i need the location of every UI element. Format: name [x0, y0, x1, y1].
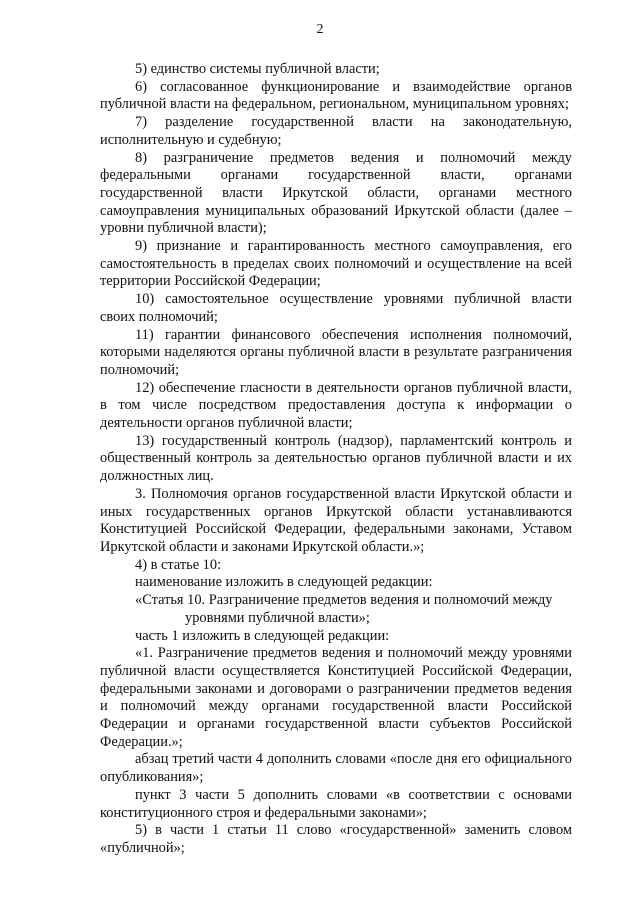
- document-body: [100, 61, 572, 858]
- paragraph-item-8: 8) разграничение предметов ведения и полномочий между федеральными органами государственной власти, органами государственной власти Иркутской области, органами местного самоуправления муниципальных образований Иркутской области (далее – уровни публичной власти);: [100, 149, 572, 237]
- paragraph-item-11: 11) гарантии финансового обеспечения исполнения полномочий, которыми наделяются органы публичной власти в результате разграничения полномочий;: [100, 326, 572, 378]
- paragraph-article-10: 4) в статье 10:: [135, 556, 222, 573]
- paragraph-item-9: 9) признание и гарантированность местного самоуправления, его самостоятельность в пределах своих полномочий и осуществление на всей территории Российской Федерации;: [100, 238, 572, 290]
- paragraph-part-3: 3. Полномочия органов государственной власти Иркутской области и иных государственных органов Иркутской области устанавливаются Конституцией Российской Федерации, федеральными законами, Уставом Иркутской области и законами Иркутской области.»;: [100, 485, 572, 555]
- paragraph-item-13: 13) государственный контроль (надзор), парламентский контроль и общественный контроль за деятельностью органов публичной власти и их должностных лиц.: [100, 432, 572, 485]
- paragraph-item-6: 6) согласованное функционирование и взаимодействие органов публичной власти на федеральном, региональном, муниципальном уровнях;: [100, 78, 572, 113]
- paragraph-part-5-amendment: пункт 3 части 5 дополнить словами «в соответствии с основами конституционного строя и федеральными законами»;: [100, 786, 572, 821]
- paragraph-article-title-line2: [100, 610, 572, 628]
- paragraph-item-7: 7) разделение государственной власти на законодательную, исполнительную и судебную;: [100, 114, 572, 148]
- article-title-continuation: уровнями публичной власти»;: [185, 609, 370, 626]
- paragraph-item-5: 5) единство системы публичной власти;: [135, 61, 380, 77]
- paragraph-article-title-line1: «Статья 10. Разграничение предметов ведения и полномочий между: [135, 592, 553, 609]
- page-number: 2: [316, 22, 324, 37]
- paragraph-part-1-change: часть 1 изложить в следующей редакции:: [135, 627, 390, 644]
- paragraph-title-change: наименование изложить в следующей редакции:: [135, 574, 433, 591]
- paragraph-part-4-amendment: абзац третий части 4 дополнить словами «после дня его официального опубликования»;: [100, 751, 572, 786]
- paragraph-item-12: 12) обеспечение гласности в деятельности органов публичной власти, в том числе посредством предоставления доступа к информации о деятельности органов публичной власти;: [100, 379, 572, 432]
- paragraph-part-1-text: «1. Разграничение предметов ведения и полномочий между уровнями публичной власти осуществляется Конституцией Российской Федерации, федеральными законами и договорами о разграничении предметов ведения и полномочий между органами государственной власти Российской Федерации и органами государственной власти субъектов Российской Федерации.»;: [100, 645, 572, 750]
- paragraph-article-11-amendment: 5) в части 1 статьи 11 слово «государственной» заменить словом «публичной»;: [100, 822, 572, 856]
- paragraph-item-10: 10) самостоятельное осуществление уровнями публичной власти своих полномочий;: [100, 291, 572, 325]
